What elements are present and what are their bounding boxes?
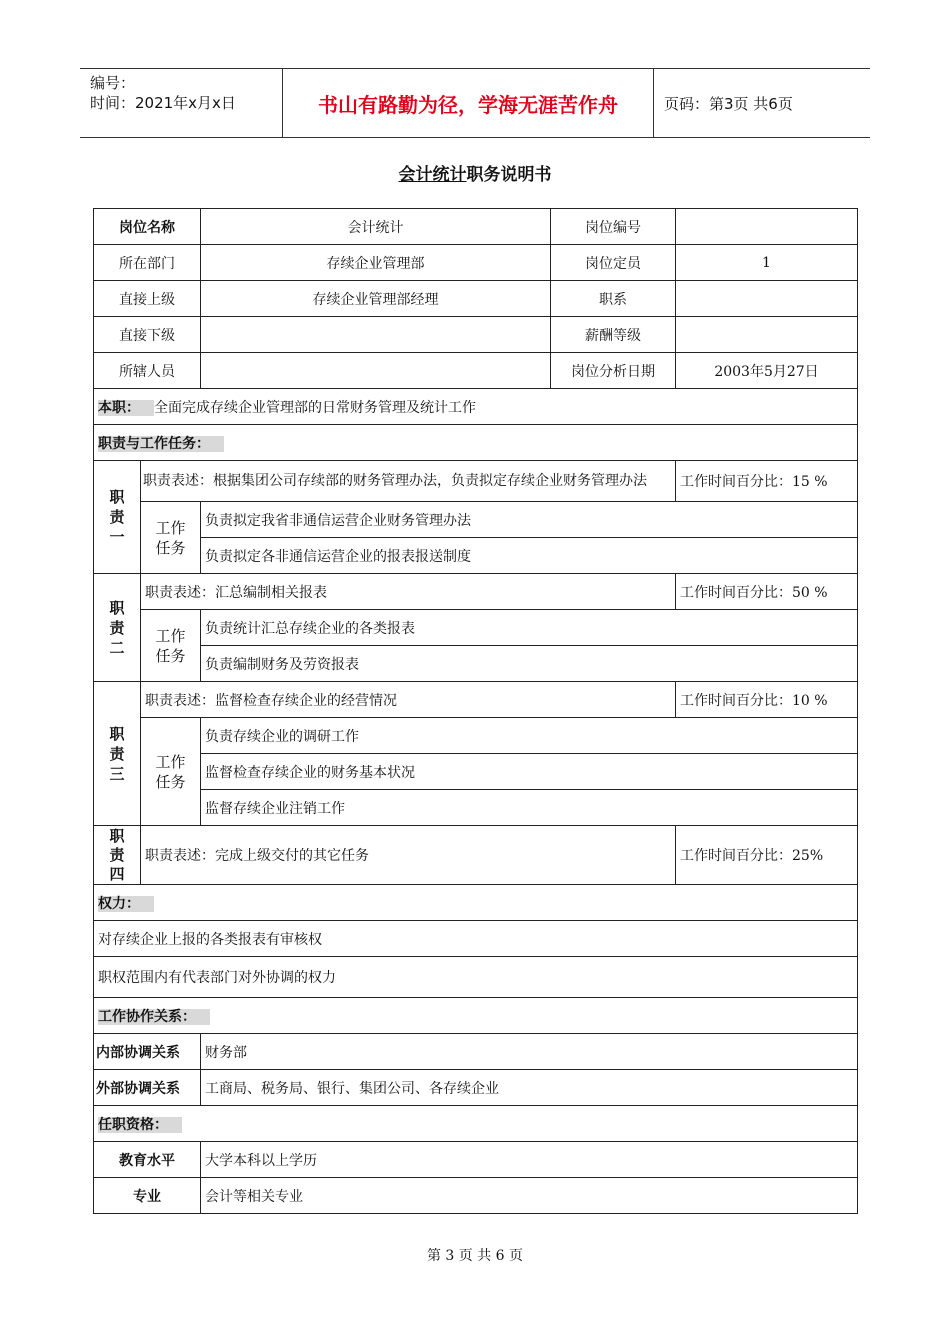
duty-2-task-2: 负责编制财务及劳资报表: [201, 646, 858, 682]
job-family-value: [676, 281, 858, 317]
document-date: 时间：2021年x月x日: [90, 94, 236, 112]
page-footer: 第 3 页 共 6 页: [426, 1248, 524, 1264]
duty-4-desc: 职责表述：完成上级交付的其它任务: [141, 826, 676, 885]
analysis-date-label: 岗位分析日期: [551, 353, 676, 389]
staff-label: 所辖人员: [94, 353, 201, 389]
section-row: [94, 1106, 858, 1142]
staff-value: [201, 353, 551, 389]
duty-1-task-1: 负责拟定我省非通信运营企业财务管理办法: [201, 502, 858, 538]
salary-grade-value: [676, 317, 858, 353]
duty-4-label: 职 责 四: [94, 826, 141, 885]
basic-row: [94, 281, 858, 317]
document-number: 编号：: [90, 74, 136, 92]
external-label: 外部协调关系: [94, 1070, 201, 1106]
basic-row: [94, 317, 858, 353]
duty-desc-row: [94, 461, 858, 502]
headcount-label: 岗位定员: [551, 245, 676, 281]
supervisor-value: 存续企业管理部经理: [201, 281, 551, 317]
title-underlined: 会计统计: [398, 165, 467, 185]
department-label: 所在部门: [94, 245, 201, 281]
header-motto: 书山有路勤为径，学海无涯苦作舟: [282, 69, 654, 137]
basic-row: [94, 353, 858, 389]
position-number-label: 岗位编号: [551, 209, 676, 245]
education-label: 教育水平: [94, 1142, 201, 1178]
supervisor-label: 直接上级: [94, 281, 201, 317]
job-description-table: [93, 208, 858, 1214]
duty-summary-text: 全面完成存续企业管理部的日常财务管理及统计工作: [154, 399, 476, 416]
duty-3-task-2: 监督检查存续企业的财务基本状况: [201, 754, 858, 790]
duty-summary-row: [94, 389, 858, 425]
task-row: [94, 610, 858, 646]
internal-label: 内部协调关系: [94, 1034, 201, 1070]
internal-row: [94, 1034, 858, 1070]
task-row: [94, 718, 858, 754]
duty-summary-label: 本职：: [98, 400, 154, 416]
task-row: [94, 790, 858, 826]
authority-row: [94, 921, 858, 957]
task-row: [94, 502, 858, 538]
duties-section-heading: 职责与工作任务：: [94, 425, 858, 461]
basic-row: [94, 245, 858, 281]
authority-item-2: 职权范围内有代表部门对外协调的权力: [94, 957, 858, 998]
education-row: [94, 1142, 858, 1178]
education-value: 大学本科以上学历: [201, 1142, 858, 1178]
external-value: 工商局、税务局、银行、集团公司、各存续企业: [201, 1070, 858, 1106]
subordinate-value: [201, 317, 551, 353]
department-value: 存续企业管理部: [201, 245, 551, 281]
document-title: [0, 160, 950, 185]
qualification-heading: 任职资格：: [94, 1106, 858, 1142]
header-info: [80, 69, 282, 137]
duty-summary: [94, 389, 858, 425]
duty-3-desc: 职责表述：监督检查存续企业的经营情况: [141, 682, 676, 718]
section-row: [94, 885, 858, 921]
duty-2-task-1: 负责统计汇总存续企业的各类报表: [201, 610, 858, 646]
duty-desc-row: [94, 682, 858, 718]
header-page-number: 页码：第3页 共6页: [664, 94, 793, 113]
internal-value: 财务部: [201, 1034, 858, 1070]
duty-1-task-2: 负责拟定各非通信运营企业的报表报送制度: [201, 538, 858, 574]
task-label: 工作 任务: [141, 718, 201, 826]
salary-grade-label: 薪酬等级: [551, 317, 676, 353]
external-row: [94, 1070, 858, 1106]
task-label: 工作 任务: [141, 502, 201, 574]
position-name-label: 岗位名称: [94, 209, 201, 245]
task-row: [94, 538, 858, 574]
authority-heading: 权力：: [94, 885, 858, 921]
duty-desc-row: [94, 574, 858, 610]
title-rest: 职务说明书: [466, 165, 552, 185]
section-row: [94, 998, 858, 1034]
duty-4-pct: 工作时间百分比：25%: [676, 826, 858, 885]
task-row: [94, 754, 858, 790]
duty-1-desc: 职责表述：根据集团公司存续部的财务管理办法，负责拟定存续企业财务管理办法: [141, 461, 676, 502]
authority-row: [94, 957, 858, 998]
duty-3-label: 职 责 三: [94, 682, 141, 826]
duty-2-desc: 职责表述：汇总编制相关报表: [141, 574, 676, 610]
duty-3-pct: 工作时间百分比：10 %: [676, 682, 858, 718]
task-label: 工作 任务: [141, 610, 201, 682]
task-row: [94, 646, 858, 682]
subordinate-label: 直接下级: [94, 317, 201, 353]
major-row: [94, 1178, 858, 1214]
duty-1-label: 职 责 一: [94, 461, 141, 574]
section-row: [94, 425, 858, 461]
major-value: 会计等相关专业: [201, 1178, 858, 1214]
duty-3-task-1: 负责存续企业的调研工作: [201, 718, 858, 754]
job-family-label: 职系: [551, 281, 676, 317]
duty-2-pct: 工作时间百分比：50 %: [676, 574, 858, 610]
page-header: [80, 68, 870, 138]
position-number-value: [676, 209, 858, 245]
basic-row: [94, 209, 858, 245]
cooperation-heading: 工作协作关系：: [94, 998, 858, 1034]
position-name-value: 会计统计: [201, 209, 551, 245]
major-label: 专业: [94, 1178, 201, 1214]
duty-3-task-3: 监督存续企业注销工作: [201, 790, 858, 826]
authority-item-1: 对存续企业上报的各类报表有审核权: [94, 921, 858, 957]
duty-1-pct: 工作时间百分比：15 %: [676, 461, 858, 502]
duty-desc-row: [94, 826, 858, 885]
duty-2-label: 职 责 二: [94, 574, 141, 682]
headcount-value: 1: [676, 245, 858, 281]
analysis-date-value: 2003年5月27日: [676, 353, 858, 389]
